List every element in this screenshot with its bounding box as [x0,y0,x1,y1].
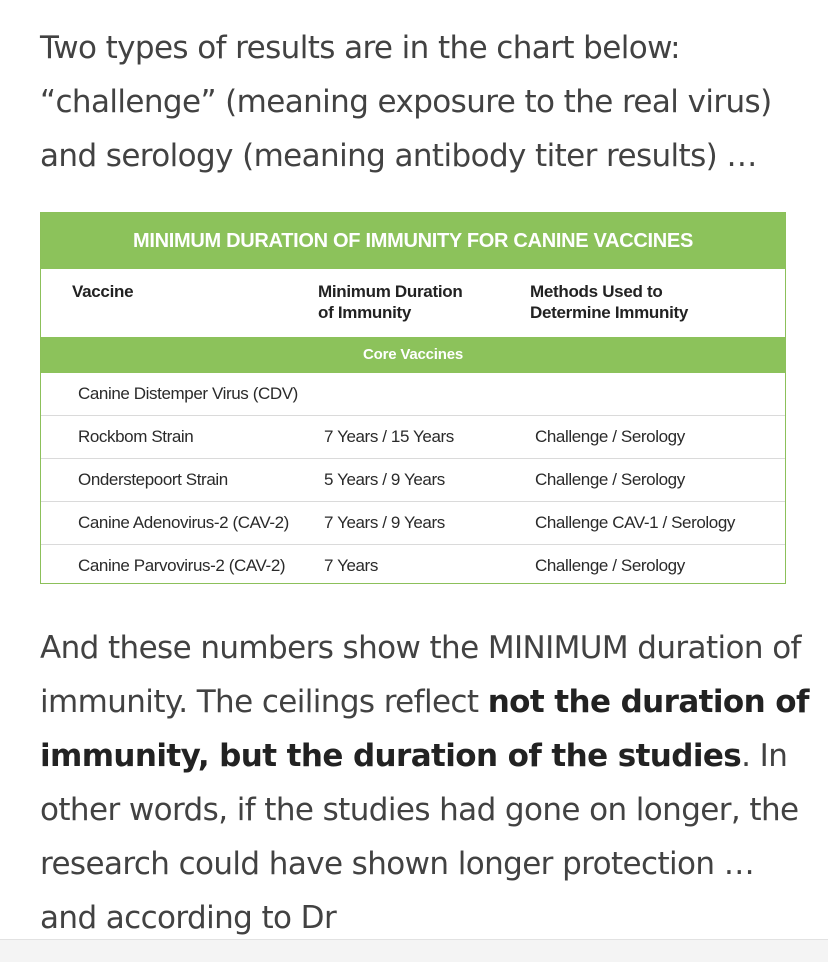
table-body [41,373,785,587]
cell-duration: 7 Years / 15 Years [324,427,454,446]
cell-method: Challenge / Serology [535,427,685,446]
table-row [41,545,785,587]
column-header-method [530,281,688,323]
table-row [41,459,785,502]
table-row [41,416,785,459]
duration-of-immunity-table-image [40,212,786,584]
table-title: MINIMUM DURATION OF IMMUNITY FOR CANINE VACCINES [41,213,785,269]
cell-vaccine: Canine Adenovirus-2 (CAV-2) [78,513,289,532]
outro-text-start: And these numbers show the MINIMUM duration of immunity. The ceilings reflect [40,630,801,720]
cell-method: Challenge / Serology [535,470,685,489]
table-row [41,502,785,545]
column-header-method-line1: Methods Used to [530,282,663,301]
cell-vaccine: Canine Distemper Virus (CDV) [78,384,298,403]
cell-method: Challenge CAV-1 / Serology [535,513,736,532]
outro-paragraph [40,621,810,945]
column-header-duration-line2: of Immunity [318,303,412,322]
intro-paragraph: Two types of results are in the chart below: “challenge” (meaning exposure to the real virus) and serology (meaning antibody titer results) … [40,30,772,174]
column-header-duration-line1: Minimum Duration [318,282,463,301]
column-header-vaccine-label: Vaccine [72,282,134,301]
column-header-duration [318,281,462,323]
table-row [41,373,785,416]
section-label-core-vaccines: Core Vaccines [41,337,785,373]
cell-duration: 7 Years / 9 Years [324,513,445,532]
column-header-vaccine [72,281,133,302]
cell-vaccine: Canine Parvovirus-2 (CAV-2) [78,556,286,575]
cell-vaccine: Rockbom Strain [78,427,194,446]
outro-bold-text: not the duration of immunity, but the duration of the studies [40,684,809,774]
cell-duration: 5 Years / 9 Years [324,470,445,489]
cell-duration: 7 Years [324,556,378,575]
column-header-method-line2: Determine Immunity [530,303,689,322]
bottom-scroll-edge [0,939,828,962]
cell-vaccine: Onderstepoort Strain [78,470,228,489]
cell-method: Challenge / Serology [535,556,685,575]
outro-text-end: . In other words, if the studies had gone on longer, the research could have shown longer protection … and according to Dr [40,738,799,936]
